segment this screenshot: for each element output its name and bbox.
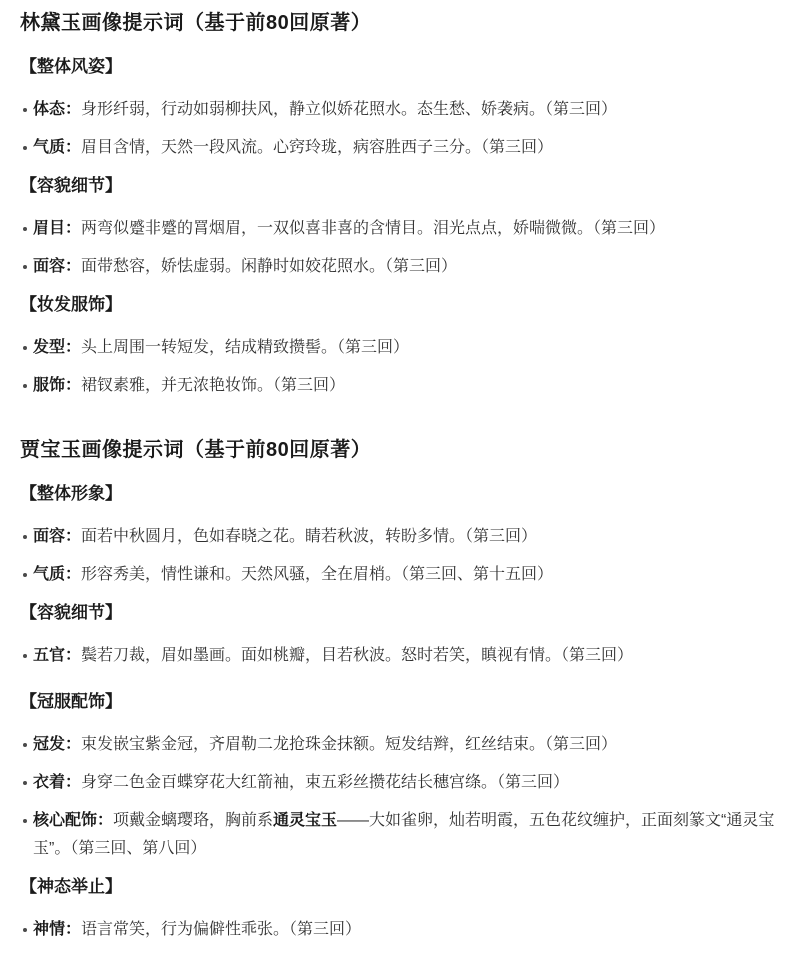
item-text-bold: 通灵宝玉 [273, 812, 338, 829]
item-text: 眉目含情，天然一段风流。心窍玲珑，病容胜西子三分。（第三回） [81, 139, 554, 156]
bullet-list [20, 731, 775, 863]
item-text: 身穿二色金百蝶穿花大红箭袖，束五彩丝攒花结长穗宫绦。（第三回） [81, 774, 570, 791]
item-label: 五官： [33, 647, 82, 664]
bullet-list [20, 96, 775, 162]
section-heading: 【整体风姿】 [20, 57, 122, 76]
list-item [20, 334, 775, 362]
list-item [20, 523, 775, 551]
item-text: 面带愁容，娇怯虚弱。闲静时如姣花照水。（第三回） [81, 258, 458, 275]
item-label: 服饰： [33, 377, 82, 394]
list-item [20, 769, 775, 797]
item-text: 项戴金螭璎珞，胸前系 [113, 812, 274, 829]
item-label: 气质： [33, 139, 82, 156]
bullet-list [20, 215, 775, 281]
item-text: 两弯似蹙非蹙的罥烟眉，一双似喜非喜的含情目。泪光点点，娇喘微微。（第三回） [81, 220, 666, 237]
item-label: 发型： [33, 339, 82, 356]
item-text: ——大如雀卵，灿若明霞，五色花纹缠护，正面刻篆文“通灵宝玉”。（第三回、第八回） [33, 812, 775, 857]
bullet-list [20, 642, 775, 670]
bullet-list [20, 916, 775, 944]
document-title: 林黛玉画像提示词（基于前80回原著） [20, 12, 372, 34]
item-text: 面若中秋圆月，色如春晓之花。睛若秋波，转盼多情。（第三回） [81, 528, 538, 545]
item-label: 眉目： [33, 220, 82, 237]
item-text: 语言常笑，行为偏僻性乖张。（第三回） [81, 921, 362, 938]
section-heading: 【整体形象】 [20, 484, 122, 503]
item-text: 裙钗素雅，并无浓艳妆饰。（第三回） [81, 377, 346, 394]
list-item [20, 916, 775, 944]
section-heading: 【妆发服饰】 [20, 295, 122, 314]
section-heading: 【冠服配饰】 [20, 692, 122, 711]
item-label: 神情： [33, 921, 82, 938]
section-heading: 【容貌细节】 [20, 603, 122, 622]
section-heading: 【神态举止】 [20, 877, 122, 896]
item-label: 冠发： [33, 736, 82, 753]
item-label: 体态： [33, 101, 82, 118]
list-item [20, 96, 775, 124]
item-label: 衣着： [33, 774, 82, 791]
list-item [20, 731, 775, 759]
document-title: 贾宝玉画像提示词（基于前80回原著） [20, 439, 372, 461]
bullet-list [20, 523, 775, 589]
list-item [20, 807, 775, 863]
list-item [20, 642, 775, 670]
item-text: 鬓若刀裁，眉如墨画。面如桃瓣，目若秋波。怒时若笑，瞋视有情。（第三回） [81, 647, 634, 664]
item-text: 形容秀美，情性谦和。天然风骚，全在眉梢。（第三回、第十五回） [81, 566, 554, 583]
item-label: 气质： [33, 566, 82, 583]
list-item [20, 561, 775, 589]
list-item [20, 253, 775, 281]
item-label: 核心配饰： [33, 812, 114, 829]
item-label: 面容： [33, 528, 82, 545]
section-heading: 【容貌细节】 [20, 176, 122, 195]
item-label: 面容： [33, 258, 82, 275]
item-text: 头上周围一转短发，结成精致攒髻。（第三回） [81, 339, 410, 356]
list-item [20, 215, 775, 243]
list-item [20, 372, 775, 400]
list-item [20, 134, 775, 162]
item-text: 束发嵌宝紫金冠，齐眉勒二龙抢珠金抹额。短发结辫，红丝结束。（第三回） [81, 736, 618, 753]
bullet-list [20, 334, 775, 400]
item-text: 身形纤弱，行动如弱柳扶风，静立似娇花照水。态生愁、娇袭病。（第三回） [81, 101, 618, 118]
